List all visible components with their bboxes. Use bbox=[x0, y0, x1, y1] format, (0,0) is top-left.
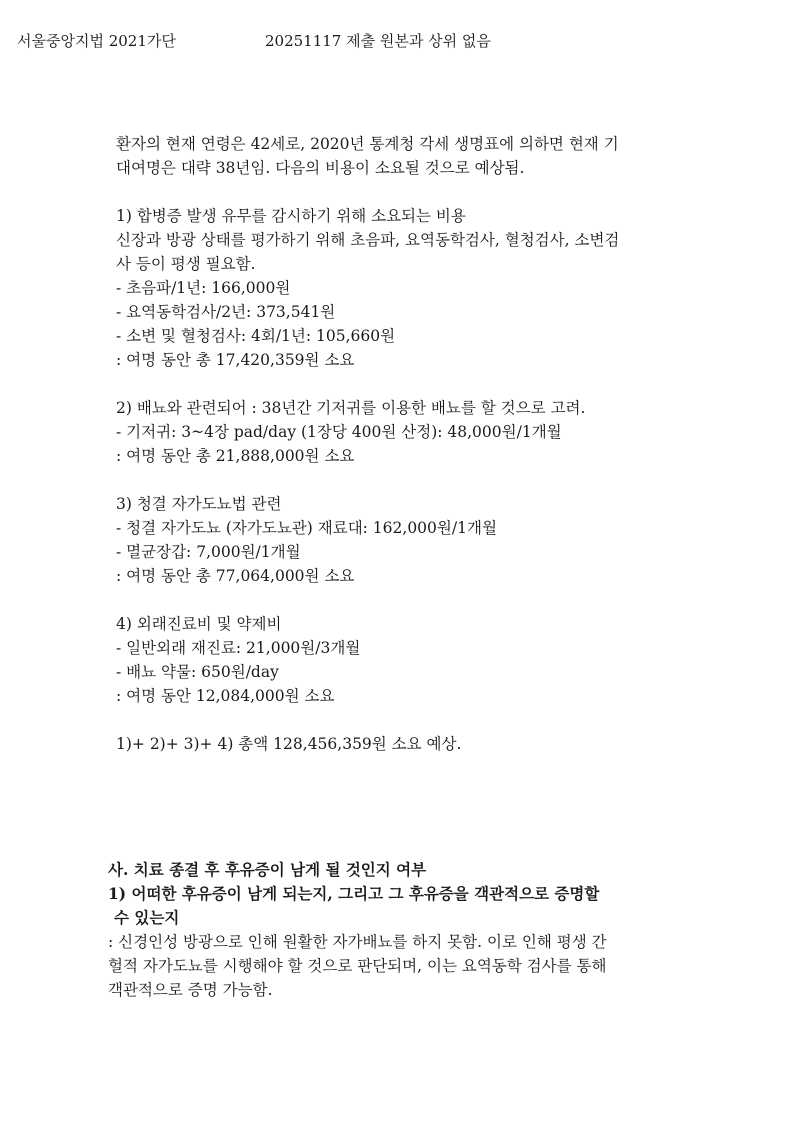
sequelae-section bbox=[108, 858, 708, 1002]
item-total: : 여명 동안 총 21,888,000원 소요 bbox=[116, 447, 355, 465]
cost-estimate-body bbox=[116, 132, 706, 756]
section-answer: : 신경인성 방광으로 인해 원활한 자가배뇨를 하지 못함. 이로 인해 평생 간 bbox=[108, 933, 607, 951]
item-title: 3) 청결 자가도뇨법 관련 bbox=[116, 495, 282, 513]
item-desc: 사 등이 평생 필요함. bbox=[116, 255, 256, 273]
item-total: : 여명 동안 12,084,000원 소요 bbox=[116, 687, 335, 705]
section-question: 수 있는지 bbox=[114, 908, 180, 927]
item-total: : 여명 동안 총 17,420,359원 소요 bbox=[116, 351, 355, 369]
item-title: 4) 외래진료비 및 약제비 bbox=[116, 615, 282, 633]
item-title: 2) 배뇨와 관련되어 : 38년간 기저귀를 이용한 배뇨를 할 것으로 고려. bbox=[116, 399, 586, 417]
item-total: : 여명 동안 총 77,064,000원 소요 bbox=[116, 567, 355, 585]
cost-line: - 소변 및 혈청검사: 4회/1년: 105,660원 bbox=[116, 327, 396, 345]
section-heading: 사. 치료 종결 후 후유증이 남게 될 것인지 여부 bbox=[108, 860, 427, 879]
cost-line: - 배뇨 약물: 650원/day bbox=[116, 663, 279, 681]
section-answer: 헐적 자가도뇨를 시행해야 할 것으로 판단되며, 이는 요역동학 검사를 통해 bbox=[108, 957, 607, 975]
page-header bbox=[0, 30, 800, 52]
cost-line: - 멸균장갑: 7,000원/1개월 bbox=[116, 543, 301, 561]
item-desc: 신장과 방광 상태를 평가하기 위해 초음파, 요역동학검사, 혈청검사, 소변검 bbox=[116, 231, 620, 249]
item-title: 1) 합병증 발생 유무를 감시하기 위해 소요되는 비용 bbox=[116, 207, 466, 225]
section-question: 1) 어떠한 후유증이 남게 되는지, 그리고 그 후유증을 객관적으로 증명할 bbox=[108, 884, 600, 903]
section-answer: 객관적으로 증명 가능함. bbox=[108, 981, 273, 999]
court-case-label: 서울중앙지법 2021가단 bbox=[17, 32, 176, 50]
cost-line: - 기저귀: 3~4장 pad/day (1장당 400원 산정): 48,000원/1개월 bbox=[116, 423, 562, 441]
submission-stamp: 20251117 제출 원본과 상위 없음 bbox=[265, 32, 491, 50]
grand-total: 1)+ 2)+ 3)+ 4) 총액 128,456,359원 소요 예상. bbox=[116, 735, 462, 753]
cost-line: - 초음파/1년: 166,000원 bbox=[116, 279, 291, 297]
cost-line: - 일반외래 재진료: 21,000원/3개월 bbox=[116, 639, 361, 657]
cost-line: - 청결 자가도뇨 (자가도뇨관) 재료대: 162,000원/1개월 bbox=[116, 519, 497, 537]
intro-line: 대여명은 대략 38년임. 다음의 비용이 소요될 것으로 예상됨. bbox=[116, 159, 525, 177]
intro-line: 환자의 현재 연령은 42세로, 2020년 통계청 각세 생명표에 의하면 현재 기 bbox=[116, 135, 619, 153]
cost-line: - 요역동학검사/2년: 373,541원 bbox=[116, 303, 336, 321]
